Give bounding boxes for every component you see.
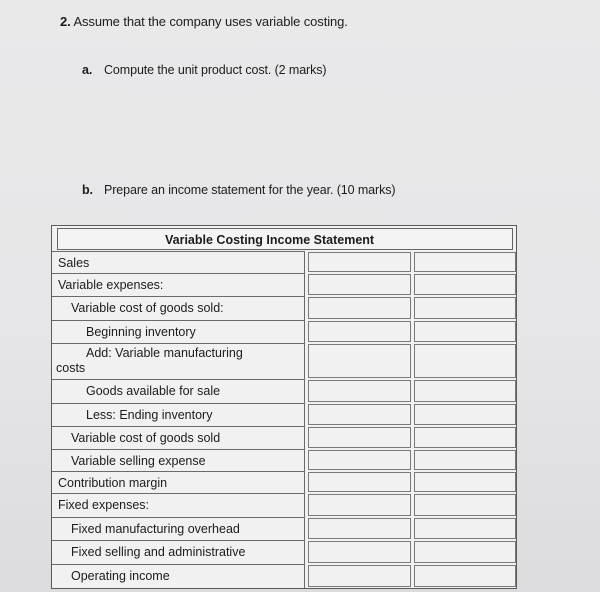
amount-cell[interactable] bbox=[308, 518, 411, 539]
total-cell[interactable] bbox=[414, 494, 516, 516]
question-heading bbox=[60, 14, 348, 29]
row-variable-cogs bbox=[52, 426, 518, 449]
row-label: Variable expenses: bbox=[58, 278, 164, 292]
row-contribution-margin bbox=[52, 471, 518, 493]
row-label: Sales bbox=[58, 256, 90, 270]
total-cell[interactable] bbox=[414, 252, 516, 272]
amount-cell[interactable] bbox=[308, 344, 411, 378]
total-cell[interactable] bbox=[414, 380, 516, 402]
part-a bbox=[82, 63, 326, 77]
total-cell[interactable] bbox=[414, 344, 516, 378]
row-variable-selling bbox=[52, 449, 518, 471]
row-ending-inventory bbox=[52, 403, 518, 426]
row-fixed-selling-admin bbox=[52, 540, 518, 564]
statement-title-bar bbox=[57, 228, 513, 250]
amount-cell[interactable] bbox=[308, 494, 411, 516]
total-cell[interactable] bbox=[414, 518, 516, 539]
amount-cell[interactable] bbox=[308, 297, 411, 319]
amount-cell[interactable] bbox=[308, 404, 411, 425]
total-cell[interactable] bbox=[414, 541, 516, 563]
row-label: Contribution margin bbox=[58, 476, 168, 490]
row-label: Operating income bbox=[71, 569, 170, 583]
part-b bbox=[82, 183, 395, 197]
row-sales bbox=[52, 251, 518, 273]
row-label-continued: costs bbox=[56, 361, 86, 375]
row-variable-cogs-header bbox=[52, 296, 518, 320]
row-label: Less: Ending inventory bbox=[86, 408, 213, 422]
part-b-text: Prepare an income statement for the year. (10 marks) bbox=[104, 183, 396, 197]
amount-cell[interactable] bbox=[308, 321, 411, 342]
total-cell[interactable] bbox=[414, 565, 516, 587]
row-label: Fixed selling and administrative bbox=[71, 545, 246, 559]
amount-cell[interactable] bbox=[308, 380, 411, 402]
row-label: Fixed expenses: bbox=[58, 498, 150, 512]
row-label: Goods available for sale bbox=[86, 384, 221, 398]
total-cell[interactable] bbox=[414, 274, 516, 295]
amount-cell[interactable] bbox=[308, 274, 411, 295]
amount-cell[interactable] bbox=[308, 541, 411, 563]
part-b-letter: b. bbox=[82, 183, 93, 197]
amount-cell[interactable] bbox=[308, 565, 411, 587]
row-fixed-mfg-overhead bbox=[52, 517, 518, 540]
row-beginning-inventory bbox=[52, 320, 518, 343]
row-label: Fixed manufacturing overhead bbox=[71, 522, 240, 536]
total-cell[interactable] bbox=[414, 472, 516, 492]
amount-cell[interactable] bbox=[308, 427, 411, 448]
total-cell[interactable] bbox=[414, 297, 516, 319]
row-label: Variable cost of goods sold bbox=[71, 431, 221, 445]
row-variable-expenses bbox=[52, 273, 518, 296]
income-statement-table bbox=[51, 225, 517, 589]
total-cell[interactable] bbox=[414, 450, 516, 470]
row-label: Variable selling expense bbox=[71, 454, 206, 468]
amount-cell[interactable] bbox=[308, 472, 411, 492]
question-number: 2. bbox=[60, 14, 71, 29]
total-cell[interactable] bbox=[414, 427, 516, 448]
row-label: Beginning inventory bbox=[86, 325, 196, 339]
row-operating-income bbox=[52, 564, 518, 588]
row-fixed-expenses bbox=[52, 493, 518, 517]
row-label: Add: Variable manufacturing bbox=[86, 346, 243, 360]
statement-title: Variable Costing Income Statement bbox=[165, 233, 375, 247]
row-label: Variable cost of goods sold: bbox=[71, 301, 224, 315]
amount-cell[interactable] bbox=[308, 450, 411, 470]
question-text: Assume that the company uses variable costing. bbox=[73, 14, 348, 29]
row-goods-available bbox=[52, 379, 518, 403]
part-a-text: Compute the unit product cost. (2 marks) bbox=[104, 63, 327, 77]
amount-cell[interactable] bbox=[308, 252, 411, 272]
part-a-letter: a. bbox=[82, 63, 93, 77]
total-cell[interactable] bbox=[414, 321, 516, 342]
total-cell[interactable] bbox=[414, 404, 516, 425]
row-add-variable-mfg bbox=[52, 343, 518, 379]
